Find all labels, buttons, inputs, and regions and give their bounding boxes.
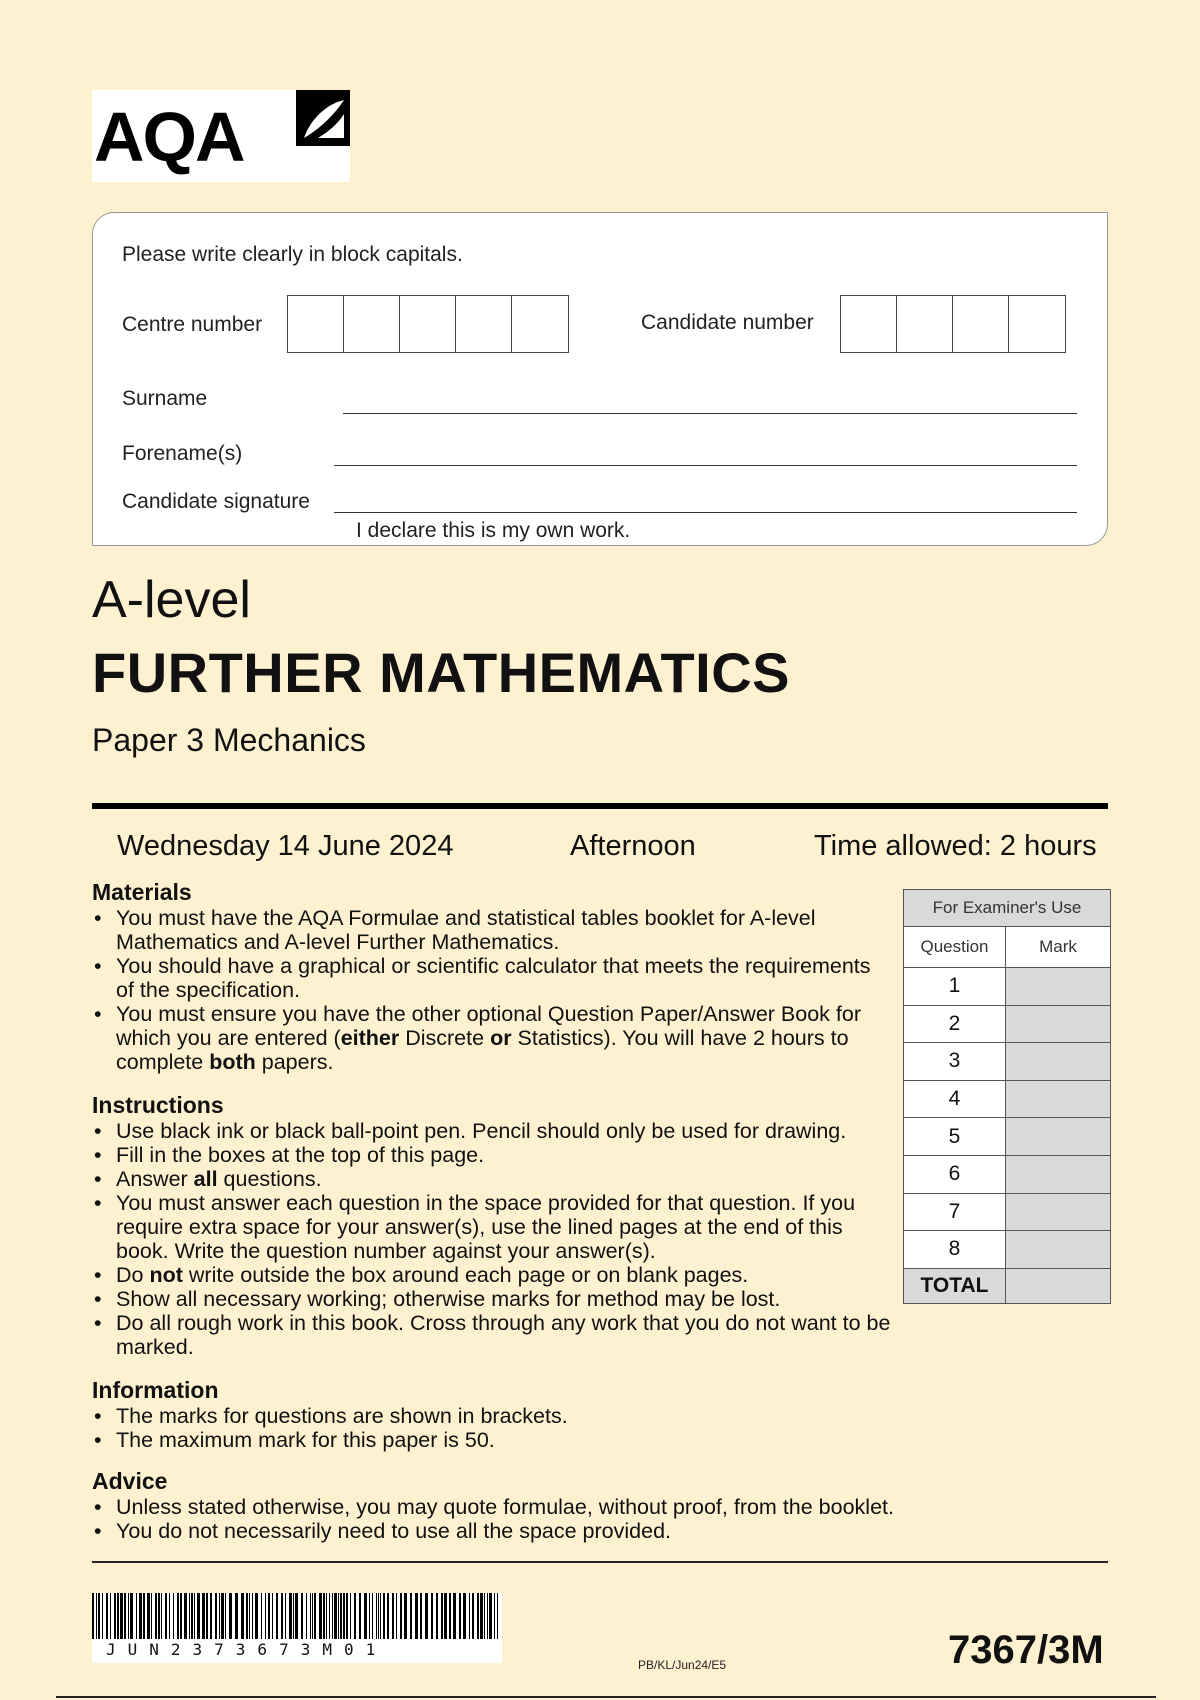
barcode-bar — [120, 1593, 123, 1639]
examiner-use-table — [903, 889, 1111, 1304]
barcode-bar — [463, 1593, 466, 1639]
barcode-bar — [410, 1593, 412, 1639]
barcode-bar — [202, 1593, 205, 1639]
barcode-bar — [364, 1593, 367, 1639]
mark-cell — [1006, 1080, 1111, 1118]
centre-number-digit[interactable] — [512, 296, 568, 352]
surname-label: Surname — [122, 387, 208, 410]
barcode-bar — [285, 1593, 286, 1639]
question-number: 1 — [904, 968, 1006, 1006]
divider — [92, 1561, 1108, 1563]
declaration-text: I declare this is my own work. — [356, 519, 631, 542]
centre-number-digit[interactable] — [288, 296, 344, 352]
table-row — [904, 968, 1111, 1006]
barcode-bar — [472, 1593, 474, 1639]
barcode-bar — [210, 1593, 212, 1639]
examiner-table-heading: For Examiner's Use — [904, 890, 1111, 927]
candidate-number-digit[interactable] — [841, 296, 897, 352]
barcode-bar — [441, 1593, 443, 1639]
barcode-bar — [376, 1593, 377, 1639]
barcode-bar — [346, 1593, 348, 1639]
barcode-bar — [420, 1593, 422, 1639]
barcode-bar — [484, 1593, 485, 1639]
list-item: • Fill in the boxes at the top of this page. — [116, 1143, 898, 1167]
barcode-bar — [415, 1593, 418, 1639]
question-number: 3 — [904, 1043, 1006, 1081]
candidate-number-digit[interactable] — [953, 296, 1009, 352]
materials-heading: Materials — [92, 879, 192, 905]
barcode-bars-icon — [92, 1593, 502, 1639]
table-row — [904, 1118, 1111, 1156]
barcode-bar — [369, 1593, 370, 1639]
barcode-bar — [343, 1593, 345, 1639]
barcode-bar — [494, 1593, 495, 1639]
barcode-bar — [276, 1593, 278, 1639]
list-item: • The maximum mark for this paper is 50. — [116, 1428, 892, 1452]
barcode-bar — [252, 1593, 253, 1639]
paper-title: Paper 3 Mechanics — [92, 722, 366, 758]
centre-number-digit[interactable] — [456, 296, 512, 352]
barcode-bar — [194, 1593, 195, 1639]
barcode-bar — [378, 1593, 379, 1639]
barcode-bar — [310, 1593, 311, 1639]
barcode-bar — [219, 1593, 220, 1639]
barcode-bar — [177, 1593, 179, 1639]
question-number: 4 — [904, 1080, 1006, 1118]
list-item: • You must answer each question in the space provided for that question. If you require extra space for your answer(s), use the lined pages at the end of this book. Write the question number against your answer(s). — [116, 1191, 898, 1263]
barcode-bar — [319, 1593, 322, 1639]
barcode-bar — [265, 1593, 266, 1639]
barcode-bar — [338, 1593, 339, 1639]
barcode-bar — [431, 1593, 433, 1639]
barcode-bar — [272, 1593, 273, 1639]
aqa-logo — [92, 90, 350, 182]
barcode-bar — [449, 1593, 451, 1639]
qualification-level: A-level — [92, 571, 251, 629]
block-capitals-instruction: Please write clearly in block capitals. — [122, 243, 463, 266]
barcode-bar — [380, 1593, 381, 1639]
barcode-bar — [268, 1593, 270, 1639]
mark-cell — [1006, 1043, 1111, 1081]
table-row — [904, 1155, 1111, 1193]
list-item: • Unless stated otherwise, you may quote formulae, without proof, from the booklet. — [116, 1495, 992, 1519]
candidate-number-digit[interactable] — [897, 296, 953, 352]
barcode-bar — [354, 1593, 356, 1639]
information-section — [92, 1378, 892, 1452]
barcode-bar — [444, 1593, 447, 1639]
question-number: 7 — [904, 1193, 1006, 1231]
barcode-bar — [392, 1593, 394, 1639]
barcode-bar — [98, 1593, 100, 1639]
logo-text: AQA — [94, 98, 244, 176]
barcode-bar — [191, 1593, 193, 1639]
list-item: • The marks for questions are shown in brackets. — [116, 1404, 892, 1428]
barcode-bar — [293, 1593, 294, 1639]
barcode-bar — [383, 1593, 385, 1639]
exam-session: Afternoon — [570, 830, 696, 862]
subject-title: FURTHER MATHEMATICS — [92, 641, 791, 704]
barcode-bar — [106, 1593, 108, 1639]
barcode-bar — [340, 1593, 342, 1639]
barcode-bar — [329, 1593, 330, 1639]
barcode-bar — [184, 1593, 187, 1639]
barcode-bar — [255, 1593, 258, 1639]
list-item: • Do not write outside the box around each page or on blank pages. — [116, 1263, 898, 1287]
question-number: 8 — [904, 1231, 1006, 1269]
barcode-bar — [469, 1593, 470, 1639]
barcode-bar — [229, 1593, 232, 1639]
barcode-bar — [173, 1593, 174, 1639]
question-number: 6 — [904, 1155, 1006, 1193]
centre-number-digit[interactable] — [400, 296, 456, 352]
materials-section — [92, 880, 892, 1074]
barcode-bar — [332, 1593, 333, 1639]
list-item: • Use black ink or black ball-point pen. Pencil should only be used for drawing. — [116, 1119, 898, 1143]
barcode-bar — [489, 1593, 492, 1639]
barcode-bar — [114, 1593, 116, 1639]
barcode-bar — [225, 1593, 226, 1639]
barcode-bar — [301, 1593, 303, 1639]
mark-cell — [1006, 968, 1111, 1006]
barcode-bar — [130, 1593, 133, 1639]
barcode-bar — [497, 1593, 498, 1639]
barcode-bar — [92, 1593, 94, 1639]
barcode-bar — [235, 1593, 238, 1639]
barcode-bar — [147, 1593, 150, 1639]
barcode-bar — [404, 1593, 407, 1639]
barcode-bar — [326, 1593, 327, 1639]
table-row — [904, 1231, 1111, 1269]
surname-field[interactable] — [343, 413, 1077, 414]
list-item: • You must have the AQA Formulae and statistical tables booklet for A-level Mathematics and A-level Further Mathematics. — [116, 906, 892, 954]
list-item: • Do all rough work in this book. Cross through any work that you do not want to be marked. — [116, 1311, 898, 1359]
barcode-bar — [96, 1593, 97, 1639]
barcode-bar — [323, 1593, 325, 1639]
table-row — [904, 1080, 1111, 1118]
barcode-bar — [400, 1593, 402, 1639]
centre-number-label: Centre number — [122, 313, 263, 336]
barcode-bar — [480, 1593, 483, 1639]
barcode-bar — [241, 1593, 244, 1639]
information-heading: Information — [92, 1377, 219, 1403]
list-item: • You do not necessarily need to use all the space provided. — [116, 1519, 992, 1543]
barcode-bar — [477, 1593, 479, 1639]
mark-cell — [1006, 1155, 1111, 1193]
barcode-bar — [197, 1593, 200, 1639]
time-allowed: Time allowed: 2 hours — [814, 830, 1097, 862]
table-row — [904, 1005, 1111, 1043]
barcode-bar — [215, 1593, 217, 1639]
candidate-number-boxes[interactable] — [840, 295, 1066, 353]
barcode-bar — [396, 1593, 397, 1639]
barcode-bar — [189, 1593, 190, 1639]
barcode-bar — [102, 1593, 103, 1639]
barcode-bar — [487, 1593, 488, 1639]
candidate-details-box — [92, 212, 1108, 546]
barcode-bar — [151, 1593, 152, 1639]
mark-cell — [1006, 1005, 1111, 1043]
barcode-bar — [124, 1593, 126, 1639]
mark-column-header: Mark — [1006, 927, 1111, 968]
barcode-bar — [143, 1593, 145, 1639]
list-item: • You must ensure you have the other optional Question Paper/Answer Book for which you are entered (either Discrete or Statistics). You will have 2 hours to complete both papers. — [116, 1002, 892, 1074]
barcode-bar — [110, 1593, 111, 1639]
total-mark-cell — [1006, 1268, 1111, 1303]
question-column-header: Question — [904, 927, 1006, 968]
barcode-bar — [334, 1593, 337, 1639]
table-row — [904, 1043, 1111, 1081]
barcode-bar — [180, 1593, 182, 1639]
barcode-bar — [136, 1593, 137, 1639]
barcode-bar — [359, 1593, 361, 1639]
centre-number-boxes[interactable] — [287, 295, 569, 353]
barcode-bar — [246, 1593, 248, 1639]
signature-label: Candidate signature — [122, 490, 310, 513]
advice-heading: Advice — [92, 1468, 168, 1494]
barcode-bar — [221, 1593, 224, 1639]
question-number: 5 — [904, 1118, 1006, 1156]
barcode-bar — [249, 1593, 250, 1639]
barcode-text: JUN2373673M01 — [106, 1640, 388, 1659]
barcode-bar — [372, 1593, 373, 1639]
barcode-bar — [350, 1593, 351, 1639]
signature-field[interactable] — [334, 512, 1077, 513]
instructions-section — [92, 1093, 898, 1359]
exam-date: Wednesday 14 June 2024 — [117, 830, 454, 862]
forenames-field[interactable] — [334, 465, 1077, 466]
barcode-bar — [158, 1593, 160, 1639]
barcode-bar — [425, 1593, 428, 1639]
forenames-label: Forename(s) — [122, 442, 243, 465]
print-reference: PB/KL/Jun24/E5 — [638, 1658, 727, 1672]
question-number: 2 — [904, 1005, 1006, 1043]
barcode-bar — [128, 1593, 129, 1639]
barcode — [92, 1593, 502, 1663]
barcode-bar — [139, 1593, 142, 1639]
page-border-line — [56, 1696, 1156, 1698]
barcode-bar — [436, 1593, 438, 1639]
barcode-bar — [306, 1593, 307, 1639]
table-row — [904, 1193, 1111, 1231]
barcode-bar — [312, 1593, 313, 1639]
barcode-bar — [117, 1593, 119, 1639]
list-item: • Show all necessary working; otherwise marks for method may be lost. — [116, 1287, 898, 1311]
barcode-bar — [453, 1593, 456, 1639]
barcode-bar — [155, 1593, 157, 1639]
list-item: • You should have a graphical or scientific calculator that meets the requirements of the specification. — [116, 954, 892, 1002]
aqa-logo-mark-icon — [296, 90, 350, 146]
barcode-bar — [281, 1593, 283, 1639]
total-row — [904, 1268, 1111, 1303]
barcode-bar — [295, 1593, 298, 1639]
candidate-number-digit[interactable] — [1009, 296, 1065, 352]
mark-cell — [1006, 1118, 1111, 1156]
barcode-bar — [289, 1593, 292, 1639]
list-item: • Answer all questions. — [116, 1167, 898, 1191]
mark-cell — [1006, 1193, 1111, 1231]
barcode-bar — [459, 1593, 461, 1639]
barcode-bar — [169, 1593, 170, 1639]
divider — [92, 803, 1108, 809]
advice-section — [92, 1469, 992, 1543]
instructions-heading: Instructions — [92, 1092, 224, 1118]
candidate-number-label: Candidate number — [641, 311, 814, 334]
barcode-bar — [161, 1593, 162, 1639]
centre-number-digit[interactable] — [344, 296, 400, 352]
total-label: TOTAL — [904, 1268, 1006, 1303]
mark-cell — [1006, 1231, 1111, 1269]
barcode-bar — [314, 1593, 316, 1639]
barcode-bar — [261, 1593, 262, 1639]
paper-code: 7367/3M — [948, 1628, 1104, 1672]
barcode-bar — [165, 1593, 167, 1639]
barcode-bar — [387, 1593, 389, 1639]
barcode-bar — [206, 1593, 208, 1639]
